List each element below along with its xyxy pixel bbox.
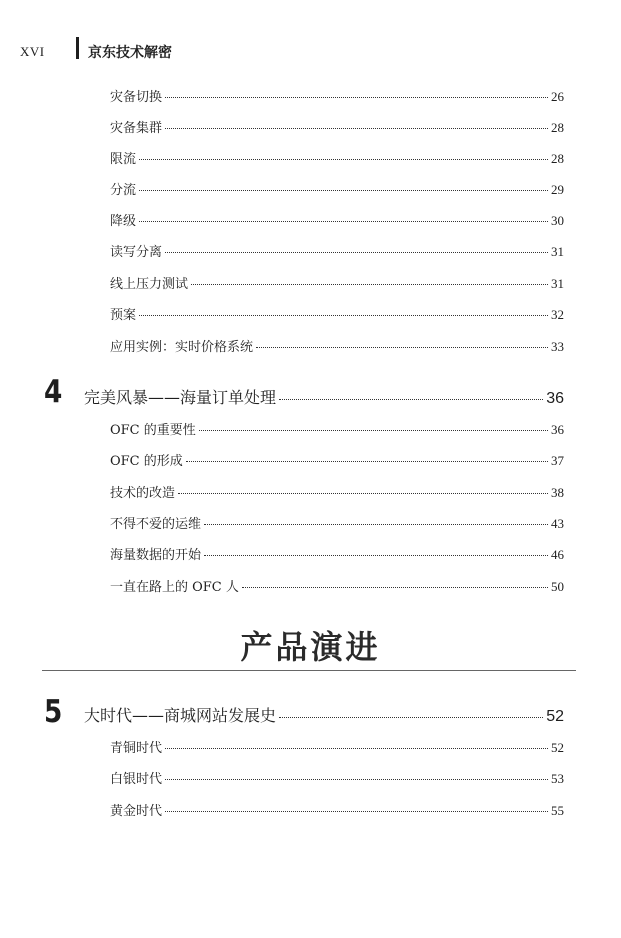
page-number: XVI <box>20 44 45 59</box>
toc-entry <box>110 243 564 261</box>
chapter-page: 52 <box>546 708 564 725</box>
dot-leader <box>204 524 548 525</box>
toc-entry <box>110 484 564 502</box>
toc-entry-page: 43 <box>551 516 564 531</box>
toc-entry <box>110 275 564 293</box>
toc-entry-title: 限流 <box>110 152 137 167</box>
dot-leader <box>204 555 548 556</box>
toc-entry-title: 读写分离 <box>110 245 163 260</box>
dot-leader <box>165 779 548 780</box>
toc-entry-title: 分流 <box>110 183 137 198</box>
toc-entry-title: 灾备集群 <box>110 121 163 136</box>
dot-leader <box>256 347 548 348</box>
dot-leader <box>178 493 548 494</box>
toc-entry-title: 黄金时代 <box>110 804 163 819</box>
toc-entry-page: 36 <box>551 422 564 437</box>
dot-leader <box>279 717 543 718</box>
header-divider <box>76 37 79 59</box>
dot-leader <box>139 315 548 316</box>
dot-leader <box>279 399 543 400</box>
chapter-number: 4 <box>44 374 63 410</box>
toc-entry-page: 28 <box>551 120 564 135</box>
toc-entry <box>110 770 564 788</box>
toc-entry-page: 50 <box>551 579 564 594</box>
chapter-page: 36 <box>546 390 564 407</box>
toc-entry-page: 46 <box>551 547 564 562</box>
dot-leader <box>165 748 548 749</box>
toc-entry <box>110 515 564 533</box>
dot-leader <box>139 159 548 160</box>
toc-entry-page: 28 <box>551 151 564 166</box>
chapter-number: 5 <box>44 694 63 730</box>
dot-leader <box>139 190 548 191</box>
toc-entry-title: 灾备切换 <box>110 90 163 105</box>
toc-entry <box>110 88 564 106</box>
toc-entry <box>110 150 564 168</box>
toc-entry-page: 38 <box>551 485 564 500</box>
toc-entry <box>110 739 564 757</box>
toc-entry <box>110 452 564 470</box>
toc-entry-page: 37 <box>551 453 564 468</box>
dot-leader <box>242 587 548 588</box>
toc-entry-title: OFC 的重要性 <box>110 423 196 438</box>
toc-entry-title: 不得不爱的运维 <box>110 517 202 532</box>
toc-entry-page: 33 <box>551 339 564 354</box>
toc-entry-title: 海量数据的开始 <box>110 548 202 563</box>
toc-entry <box>110 306 564 324</box>
toc-entry-title: 降级 <box>110 214 137 229</box>
toc-entry <box>110 421 564 439</box>
toc-entry <box>110 338 564 356</box>
dot-leader <box>165 97 548 98</box>
toc-entry-title: 一直在路上的 OFC 人 <box>110 580 239 595</box>
toc-entry-page: 31 <box>551 276 564 291</box>
toc-entry <box>110 802 564 820</box>
toc-entry <box>110 212 564 230</box>
part-title: 产品演进 <box>240 628 381 666</box>
toc-entry-page: 52 <box>551 740 564 755</box>
dot-leader <box>139 221 548 222</box>
toc-entry-title: 线上压力测试 <box>110 277 189 292</box>
dot-leader <box>165 252 548 253</box>
page-header <box>0 34 621 64</box>
toc-entry-page: 32 <box>551 307 564 322</box>
book-title: 京东技术解密 <box>88 45 172 61</box>
dot-leader <box>199 430 548 431</box>
part-divider <box>42 670 576 671</box>
toc-entry <box>110 546 564 564</box>
toc-entry-title: 白银时代 <box>110 772 163 787</box>
toc-entry-page: 26 <box>551 89 564 104</box>
toc-entry-title: 青铜时代 <box>110 741 163 756</box>
toc-entry <box>110 578 564 596</box>
dot-leader <box>165 128 548 129</box>
toc-entry-title: 应用实例：实时价格系统 <box>110 340 254 355</box>
toc-entry-page: 53 <box>551 771 564 786</box>
chapter-title: 大时代——商城网站发展史 <box>84 706 277 725</box>
toc-entry-title: 技术的改造 <box>110 486 176 501</box>
dot-leader <box>165 811 548 812</box>
chapter-heading <box>84 388 564 408</box>
toc-entry-title: 预案 <box>110 308 137 323</box>
toc-entry-page: 55 <box>551 803 564 818</box>
toc-entry-title: OFC 的形成 <box>110 454 183 469</box>
chapter-title: 完美风暴——海量订单处理 <box>84 388 277 407</box>
dot-leader <box>191 284 548 285</box>
toc-entry <box>110 119 564 137</box>
toc-entry <box>110 181 564 199</box>
toc-entry-page: 29 <box>551 182 564 197</box>
toc-entry-page: 30 <box>551 213 564 228</box>
chapter-heading <box>84 706 564 726</box>
toc-entry-page: 31 <box>551 244 564 259</box>
dot-leader <box>186 461 548 462</box>
